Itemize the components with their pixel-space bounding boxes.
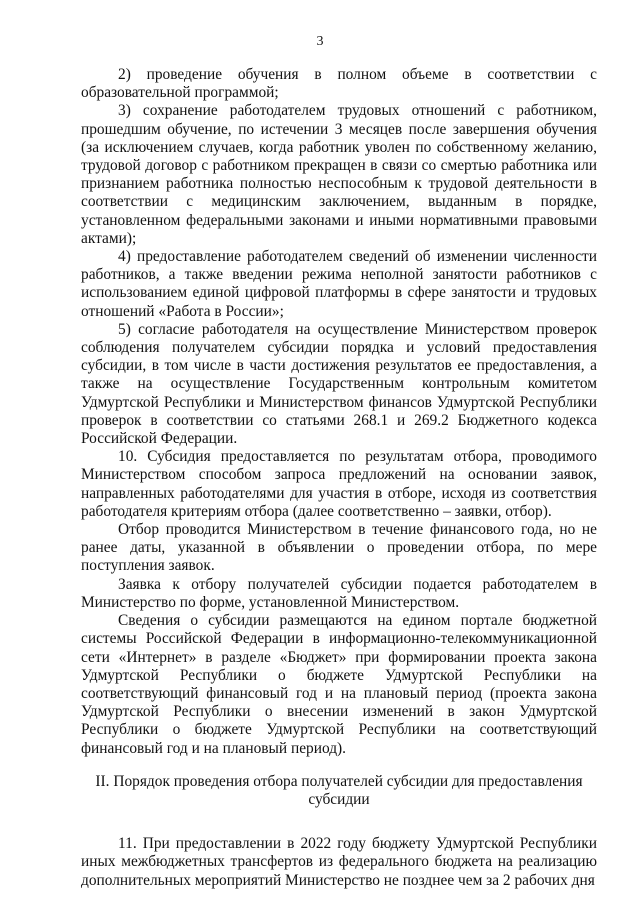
- paragraph-clause-10: 10. Субсидия предоставляется по результатам отбора, проводимого Министерством способом запроса предложений на основании заявок, направленных работодателями для участия в отборе, исходя из соответствия работодателя критериям отбора (далее соответственно – заявки, отбор).: [81, 448, 597, 520]
- paragraph-item-2: 2) проведение обучения в полном объеме в соответствии с образовательной программой;: [81, 66, 597, 102]
- document-body: [81, 66, 597, 890]
- section-heading: II. Порядок проведения отбора получателей субсидии для предоставления субсидии: [95, 772, 583, 808]
- paragraph-item-3: 3) сохранение работодателем трудовых отношений с работником, прошедшим обучение, по истечении 3 месяцев после завершения обучения (за исключением случаев, когда работник уволен по собственному желанию, трудовой договор с работником прекращен в связи со смертью работника или признанием работника полностью неспособным к трудовой деятельности в соответствии с медицинским заключением, выданным в порядке, установленном федеральными законами и иными нормативными правовыми актами);: [81, 102, 597, 247]
- page-number: 3: [316, 34, 324, 49]
- paragraph-selection-period: Отбор проводится Министерством в течение финансового года, но не ранее даты, указанной в объявлении о проведении отбора, по мере поступления заявок.: [81, 521, 597, 575]
- paragraph-item-5: 5) согласие работодателя на осуществление Министерством проверок соблюдения получателем субсидии порядка и условий предоставления субсидии, в том числе в части достижения результатов ее предоставления, а также на осуществление Государственным контрольным комитетом Удмуртской Республики и Министерством финансов Удмуртской Республики проверок в соответствии со статьями 268.1 и 269.2 Бюджетного кодекса Российской Федерации.: [81, 320, 597, 448]
- paragraph-portal-info: Сведения о субсидии размещаются на едином портале бюджетной системы Российской Федерации в информационно-телекоммуникационной сети «Интернет» в разделе «Бюджет» при формировании проекта закона Удмуртской Республики о бюджете Удмуртской Республики на соответствующий финансовый год и на плановый период (проекта закона Удмуртской Республики о внесении изменений в закон Удмуртской Республики о бюджете Удмуртской Республики на соответствующий финансовый год и на плановый период).: [81, 612, 597, 757]
- paragraph-item-4: 4) предоставление работодателем сведений об изменении численности работников, а также введении режима неполной занятости работников с использованием единой цифровой платформы в сфере занятости и трудовых отношений «Работа в России»;: [81, 248, 597, 320]
- paragraph-clause-11: 11. При предоставлении в 2022 году бюджету Удмуртской Республики иных межбюджетных трансфертов из федерального бюджета на реализацию дополнительных мероприятий Министерство не позднее чем за 2 рабочих дня: [81, 835, 597, 889]
- paragraph-application-form: Заявка к отбору получателей субсидии подается работодателем в Министерство по форме, установленной Министерством.: [81, 575, 597, 611]
